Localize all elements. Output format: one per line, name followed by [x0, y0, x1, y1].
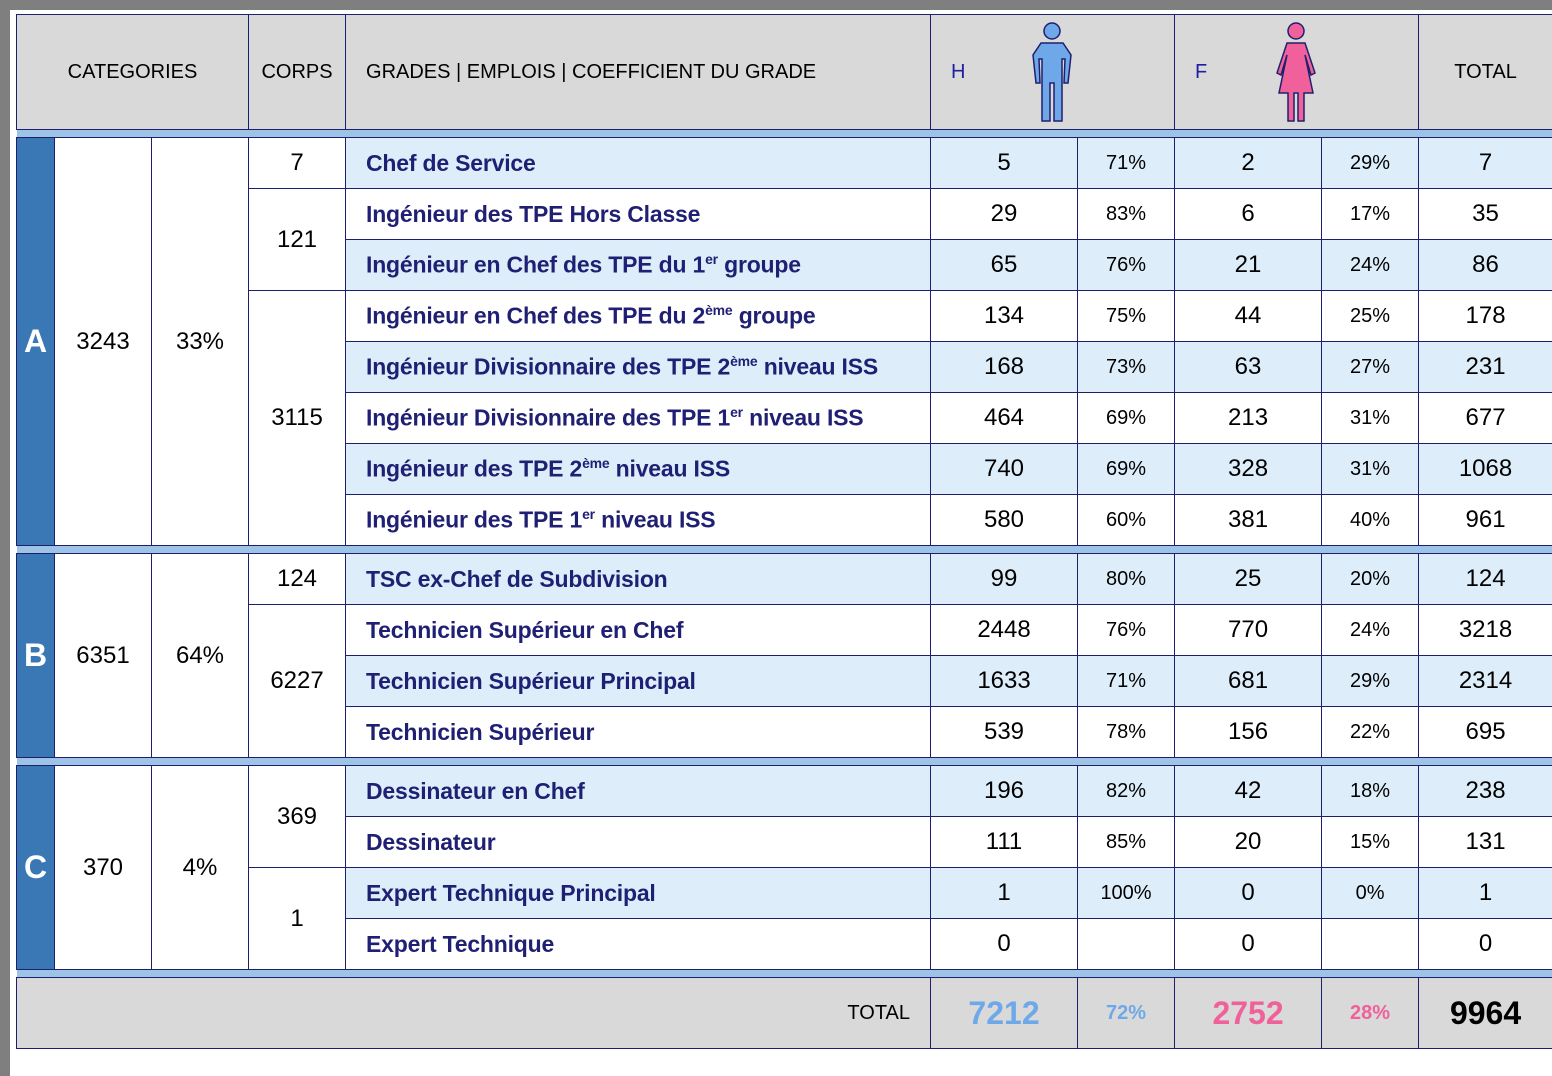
f-count: 156	[1175, 707, 1322, 758]
h-pct: 78%	[1078, 707, 1175, 758]
f-count: 328	[1175, 444, 1322, 495]
separator	[17, 758, 1552, 766]
f-pct: 0%	[1322, 868, 1419, 919]
total-count: 0	[1419, 919, 1552, 970]
corps-count: 369	[249, 766, 346, 868]
header-f-label: F	[1195, 60, 1208, 83]
grade-label: Expert Technique	[346, 919, 931, 970]
f-pct: 29%	[1322, 656, 1419, 707]
f-pct: 24%	[1322, 605, 1419, 656]
category-count: 3243	[55, 138, 152, 546]
h-count: 1633	[931, 656, 1078, 707]
separator	[17, 546, 1552, 554]
f-pct: 31%	[1322, 393, 1419, 444]
total-count: 178	[1419, 291, 1552, 342]
total-f-pct: 28%	[1322, 978, 1419, 1049]
totals-label: TOTAL	[17, 978, 931, 1049]
h-pct: 71%	[1078, 656, 1175, 707]
header-total: TOTAL	[1419, 15, 1552, 130]
f-count: 21	[1175, 240, 1322, 291]
f-count: 63	[1175, 342, 1322, 393]
total-f: 2752	[1175, 978, 1322, 1049]
total-count: 231	[1419, 342, 1552, 393]
f-pct	[1322, 919, 1419, 970]
table-row	[17, 766, 1552, 817]
f-count: 6	[1175, 189, 1322, 240]
h-pct: 76%	[1078, 240, 1175, 291]
total-count: 86	[1419, 240, 1552, 291]
total-count: 695	[1419, 707, 1552, 758]
f-count: 20	[1175, 817, 1322, 868]
h-count: 29	[931, 189, 1078, 240]
total-h: 7212	[931, 978, 1078, 1049]
h-pct: 100%	[1078, 868, 1175, 919]
grade-label: Ingénieur Divisionnaire des TPE 1er niveau ISS	[346, 393, 931, 444]
grade-label: Dessinateur en Chef	[346, 766, 931, 817]
h-pct: 83%	[1078, 189, 1175, 240]
header-categories: CATEGORIES	[17, 15, 249, 130]
h-count: 111	[931, 817, 1078, 868]
grade-label: Technicien Supérieur en Chef	[346, 605, 931, 656]
female-person-icon	[1271, 21, 1321, 123]
h-pct: 73%	[1078, 342, 1175, 393]
h-count: 168	[931, 342, 1078, 393]
corps-count: 6227	[249, 605, 346, 758]
grade-label: Expert Technique Principal	[346, 868, 931, 919]
h-count: 1	[931, 868, 1078, 919]
category-pct: 64%	[152, 554, 249, 758]
grade-label: Ingénieur des TPE Hors Classe	[346, 189, 931, 240]
f-pct: 22%	[1322, 707, 1419, 758]
f-pct: 40%	[1322, 495, 1419, 546]
total-all: 9964	[1419, 978, 1552, 1049]
total-count: 238	[1419, 766, 1552, 817]
header-f	[1175, 15, 1419, 130]
h-pct	[1078, 919, 1175, 970]
h-count: 0	[931, 919, 1078, 970]
grade-label: Technicien Supérieur Principal	[346, 656, 931, 707]
grade-label: TSC ex-Chef de Subdivision	[346, 554, 931, 605]
grade-label: Ingénieur des TPE 1er niveau ISS	[346, 495, 931, 546]
category-count: 370	[55, 766, 152, 970]
f-pct: 24%	[1322, 240, 1419, 291]
f-count: 0	[1175, 919, 1322, 970]
category-pct: 33%	[152, 138, 249, 546]
f-count: 770	[1175, 605, 1322, 656]
f-pct: 20%	[1322, 554, 1419, 605]
h-pct: 76%	[1078, 605, 1175, 656]
male-person-icon	[1027, 21, 1077, 123]
total-count: 131	[1419, 817, 1552, 868]
h-pct: 85%	[1078, 817, 1175, 868]
separator	[17, 130, 1552, 138]
f-pct: 29%	[1322, 138, 1419, 189]
h-count: 464	[931, 393, 1078, 444]
h-pct: 60%	[1078, 495, 1175, 546]
f-count: 2	[1175, 138, 1322, 189]
corps-count: 1	[249, 868, 346, 970]
h-count: 740	[931, 444, 1078, 495]
total-count: 1	[1419, 868, 1552, 919]
h-pct: 75%	[1078, 291, 1175, 342]
h-pct: 69%	[1078, 444, 1175, 495]
h-count: 65	[931, 240, 1078, 291]
grade-label: Ingénieur des TPE 2ème niveau ISS	[346, 444, 931, 495]
h-pct: 69%	[1078, 393, 1175, 444]
h-count: 5	[931, 138, 1078, 189]
h-count: 99	[931, 554, 1078, 605]
f-pct: 15%	[1322, 817, 1419, 868]
h-pct: 80%	[1078, 554, 1175, 605]
table-row	[17, 138, 1552, 189]
category-pct: 4%	[152, 766, 249, 970]
category-letter: A	[17, 138, 55, 546]
category-letter: C	[17, 766, 55, 970]
category-letter: B	[17, 554, 55, 758]
totals-row	[17, 978, 1552, 1049]
total-count: 961	[1419, 495, 1552, 546]
h-count: 196	[931, 766, 1078, 817]
f-count: 213	[1175, 393, 1322, 444]
total-count: 1068	[1419, 444, 1552, 495]
header-grades: GRADES | EMPLOIS | COEFFICIENT DU GRADE	[346, 15, 931, 130]
total-count: 124	[1419, 554, 1552, 605]
h-count: 539	[931, 707, 1078, 758]
total-count: 3218	[1419, 605, 1552, 656]
corps-count: 124	[249, 554, 346, 605]
grade-label: Chef de Service	[346, 138, 931, 189]
f-count: 681	[1175, 656, 1322, 707]
h-count: 2448	[931, 605, 1078, 656]
grade-label: Ingénieur Divisionnaire des TPE 2ème niveau ISS	[346, 342, 931, 393]
header-corps: CORPS	[249, 15, 346, 130]
f-pct: 27%	[1322, 342, 1419, 393]
grade-label: Ingénieur en Chef des TPE du 1er groupe	[346, 240, 931, 291]
header-h	[931, 15, 1175, 130]
total-count: 35	[1419, 189, 1552, 240]
corps-count: 3115	[249, 291, 346, 546]
table-row	[17, 554, 1552, 605]
h-pct: 82%	[1078, 766, 1175, 817]
h-count: 580	[931, 495, 1078, 546]
f-pct: 17%	[1322, 189, 1419, 240]
table-frame	[10, 10, 1552, 1076]
f-count: 42	[1175, 766, 1322, 817]
f-count: 381	[1175, 495, 1322, 546]
staff-table	[16, 14, 1552, 1049]
header-h-label: H	[951, 60, 966, 83]
corps-count: 121	[249, 189, 346, 291]
header-row	[17, 15, 1552, 130]
category-count: 6351	[55, 554, 152, 758]
separator	[17, 970, 1552, 978]
total-h-pct: 72%	[1078, 978, 1175, 1049]
f-pct: 18%	[1322, 766, 1419, 817]
f-count: 0	[1175, 868, 1322, 919]
f-count: 44	[1175, 291, 1322, 342]
h-pct: 71%	[1078, 138, 1175, 189]
corps-count: 7	[249, 138, 346, 189]
f-pct: 25%	[1322, 291, 1419, 342]
total-count: 677	[1419, 393, 1552, 444]
h-count: 134	[931, 291, 1078, 342]
f-pct: 31%	[1322, 444, 1419, 495]
grade-label: Dessinateur	[346, 817, 931, 868]
grade-label: Technicien Supérieur	[346, 707, 931, 758]
grade-label: Ingénieur en Chef des TPE du 2ème groupe	[346, 291, 931, 342]
f-count: 25	[1175, 554, 1322, 605]
total-count: 7	[1419, 138, 1552, 189]
total-count: 2314	[1419, 656, 1552, 707]
